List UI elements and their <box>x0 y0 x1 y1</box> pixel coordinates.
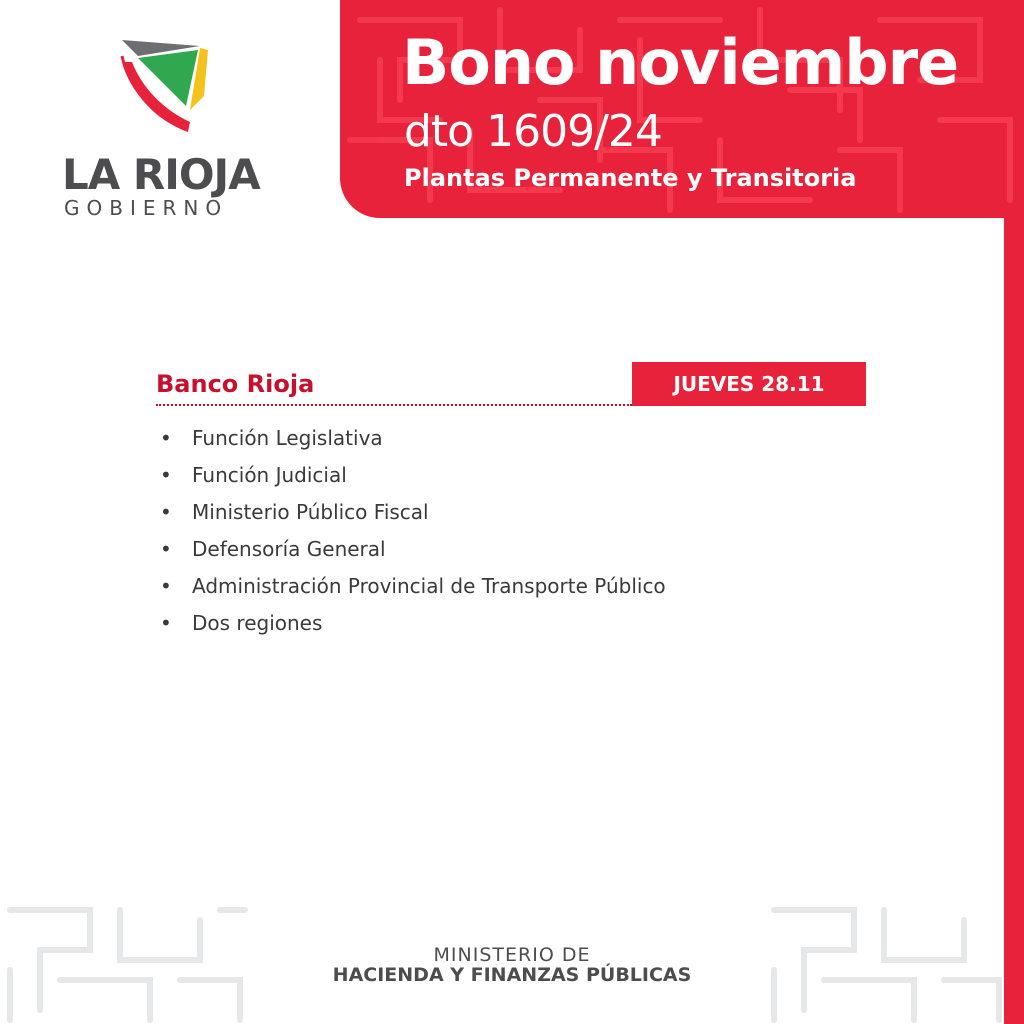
list-item-label: Función Judicial <box>192 463 347 487</box>
list-item-label: Dos regiones <box>192 611 323 635</box>
list-item <box>160 420 666 457</box>
list-item <box>160 568 666 605</box>
logo-wordmark: LA RIOJA <box>62 150 260 199</box>
list-item-label: Administración Provincial de Transporte Público <box>192 574 666 598</box>
list-item <box>160 494 666 531</box>
footer-ministry-line1: MINISTERIO DE <box>433 944 591 966</box>
header-band <box>340 0 1024 218</box>
bullet-icon: • <box>160 537 172 561</box>
bullet-icon: • <box>160 426 172 450</box>
list-item <box>160 457 666 494</box>
bullet-icon: • <box>160 611 172 635</box>
la-rioja-logo-icon <box>118 36 214 136</box>
bullet-icon: • <box>160 574 172 598</box>
section-title: Banco Rioja <box>156 370 315 398</box>
header-subtitle: Plantas Permanente y Transitoria <box>404 164 857 192</box>
logo-subtitle: GOBIERNO <box>64 196 229 220</box>
list-item <box>160 531 666 568</box>
list-item-label: Defensoría General <box>192 537 386 561</box>
item-list <box>160 420 666 642</box>
header-title: Bono noviembre <box>402 26 959 99</box>
header-decree: dto 1609/24 <box>404 106 662 157</box>
bullet-icon: • <box>160 500 172 524</box>
list-item-label: Ministerio Público Fiscal <box>192 500 429 524</box>
bullet-icon: • <box>160 463 172 487</box>
dotted-divider <box>156 404 632 406</box>
list-item-label: Función Legislativa <box>192 426 383 450</box>
list-item <box>160 605 666 642</box>
footer-ministry-line2: HACIENDA Y FINANZAS PÚBLICAS <box>332 964 692 986</box>
date-badge: JUEVES 28.11 <box>632 362 866 406</box>
